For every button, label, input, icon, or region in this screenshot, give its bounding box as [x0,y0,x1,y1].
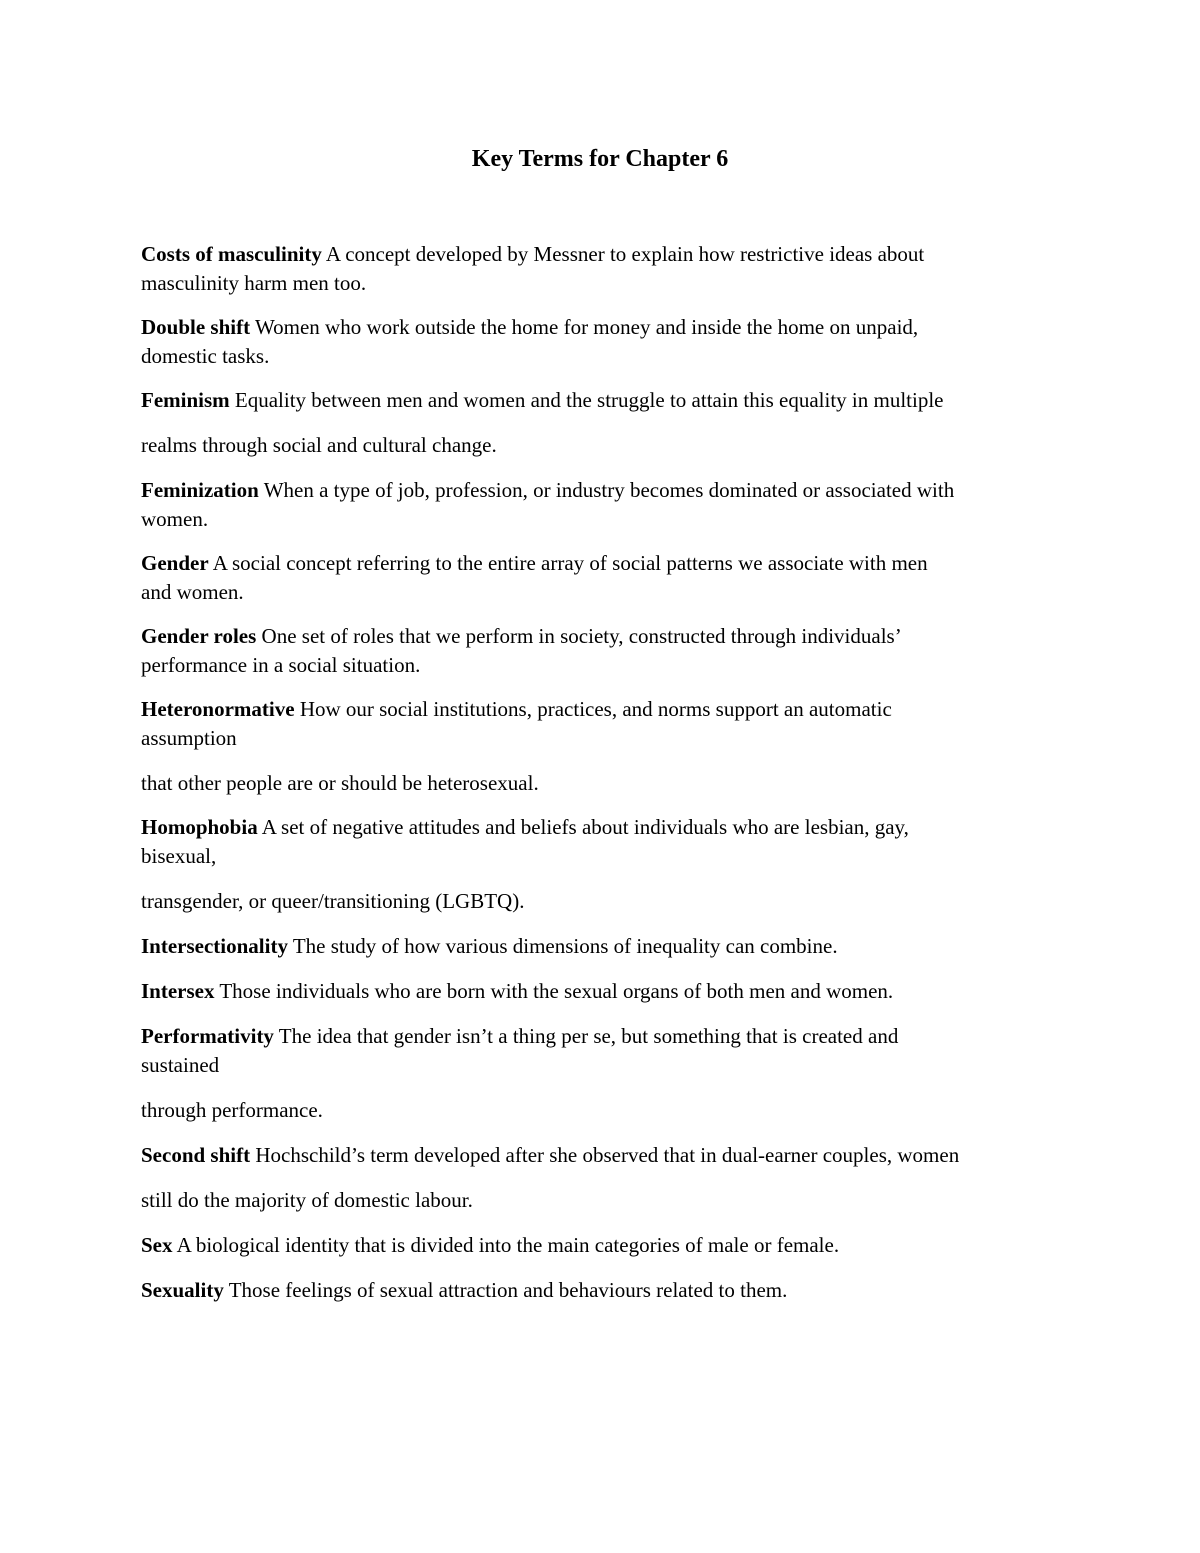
glossary-entry [141,313,1071,371]
glossary-definition: A social concept referring to the entire array of social patterns we associate with men and women. [141,551,928,604]
glossary-term: Sexuality [141,1278,224,1302]
glossary-body [141,240,1071,1305]
glossary-term: Second shift [141,1143,251,1167]
glossary-entry [141,1276,1071,1305]
glossary-definition: One set of roles that we perform in society, constructed through individuals’ performance in a social situation. [141,624,902,677]
glossary-term: Gender [141,551,209,575]
glossary-entry [141,932,1071,961]
document-title: Key Terms for Chapter 6 [471,146,729,172]
glossary-entry [141,622,1071,680]
glossary-term: Costs of masculinity [141,242,322,266]
glossary-entry [141,240,1071,298]
glossary-entry [141,386,1071,415]
glossary-continuation [141,887,1071,916]
glossary-definition: transgender, or queer/transitioning (LGBTQ). [141,889,525,913]
glossary-definition: How our social institutions, practices, and norms support an automatic assumption [141,697,892,750]
glossary-term: Intersex [141,979,215,1003]
glossary-term: Sex [141,1233,173,1257]
glossary-continuation [141,431,1071,460]
glossary-term: Double shift [141,315,251,339]
glossary-continuation [141,1186,1071,1215]
glossary-term: Feminism [141,388,230,412]
glossary-term: Heteronormative [141,697,295,721]
glossary-definition: still do the majority of domestic labour. [141,1188,473,1212]
glossary-definition: A set of negative attitudes and beliefs about individuals who are lesbian, gay, bisexual, [141,815,909,868]
glossary-entry [141,476,1071,534]
glossary-definition: Those individuals who are born with the sexual organs of both men and women. [214,979,894,1003]
glossary-entry [141,549,1071,607]
glossary-definition: Hochschild’s term developed after she observed that in dual-earner couples, women [250,1143,960,1167]
glossary-entry [141,1141,1071,1170]
glossary-term: Gender roles [141,624,257,648]
glossary-term: Homophobia [141,815,258,839]
glossary-definition: Women who work outside the home for money and inside the home on unpaid, domestic tasks. [141,315,919,368]
glossary-entry [141,977,1071,1006]
glossary-definition: Those feelings of sexual attraction and behaviours related to them. [223,1278,788,1302]
glossary-definition: realms through social and cultural change. [141,433,497,457]
glossary-definition: A biological identity that is divided into the main categories of male or female. [172,1233,840,1257]
glossary-continuation [141,1096,1071,1125]
glossary-definition: Equality between men and women and the struggle to attain this equality in multiple [229,388,944,412]
glossary-term: Intersectionality [141,934,288,958]
glossary-definition: through performance. [141,1098,323,1122]
glossary-definition: The idea that gender isn’t a thing per se, but something that is created and sustained [141,1024,899,1077]
glossary-entry [141,813,1071,871]
glossary-entry [141,1231,1071,1260]
glossary-term: Performativity [141,1024,274,1048]
glossary-definition: When a type of job, profession, or industry becomes dominated or associated with women. [141,478,955,531]
glossary-term: Feminization [141,478,259,502]
glossary-continuation [141,769,1071,798]
glossary-definition: that other people are or should be heterosexual. [141,771,539,795]
glossary-entry [141,1022,1071,1080]
glossary-entry [141,695,1071,753]
glossary-definition: The study of how various dimensions of inequality can combine. [287,934,838,958]
glossary-definition: A concept developed by Messner to explain how restrictive ideas about masculinity harm men too. [141,242,925,295]
